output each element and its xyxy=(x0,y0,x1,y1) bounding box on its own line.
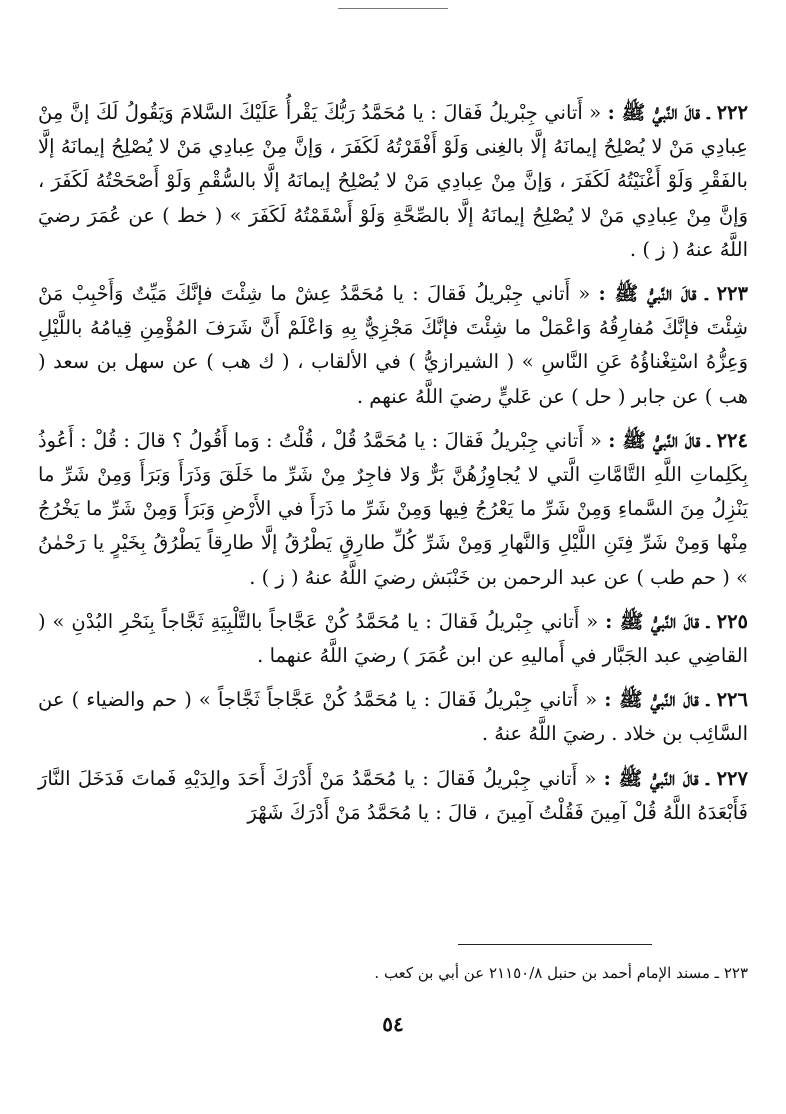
hadith-heading: ٢٢٣ ـ قالَ النَّبيُّ ﷺ : xyxy=(598,282,748,306)
hadith-225 xyxy=(38,605,748,673)
hadith-227 xyxy=(38,762,748,830)
hadith-heading: ٢٢٥ ـ قالَ النَّبيُّ ﷺ : xyxy=(605,609,749,633)
page-body xyxy=(38,96,748,840)
hadith-heading: ٢٢٧ ـ قالَ النَّبيُّ ﷺ : xyxy=(603,766,748,790)
footnote-rule xyxy=(458,944,652,945)
hadith-heading: ٢٢٢ ـ قالَ النَّبيُّ ﷺ : xyxy=(607,101,748,124)
hadith-226 xyxy=(38,683,748,751)
top-rule xyxy=(338,8,448,9)
hadith-text: « أَتاني جِبْريلُ فَقالَ : يا مُحَمَّدُ كُنْ عَجَّاجاً ثَجَّاجاً » ( حم والضياء ) عن السَّائِب بن خلاد . رضيَ اللَّهُ عنهُ . xyxy=(38,688,748,746)
hadith-heading: ٢٢٦ ـ قالَ النَّبيُّ ﷺ : xyxy=(604,688,748,712)
hadith-text: « أَتاني جِبْريلُ فَقالَ : يا مُحَمَّدُ قُلْ ، قُلْتُ : وَما أَقُولُ ؟ قالَ : قُلْ : أَعُوذُ بِكَلِماتِ اللَّهِ التَّامَّاتِ الَّتي لا يُجاوِزُهُنَّ بَرٌّ وَلا فاجِرٌ مِنْ شَرِّ ما خَلَقَ وَذَرَأَ وَبَرَأَ وَمِنْ شَرِّ ما يَنْزِلُ مِنَ السَّماءِ وَمِنْ شَرِّ ما يَعْرُجُ فِيها وَمِنْ شَرِّ ما ذَرَأَ في الأَرْضِ وَبَرَأَ وَمِنْ شَرِّ ما يَخْرُجُ مِنْها وَمِنْ شَرِّ فِتَنِ اللَّيْلِ وَالنَّهارِ وَمِنْ شَرِّ كُلِّ طارِقٍ يَطْرُقُ إلَّا طارِقاً يَطْرُقُ بِخَيْرٍ يا رَحْمٰنُ » ( حم طب ) عن عبد الرحمن بن خَنْبَش رضيَ اللَّهُ عنهُ ( ز ) . xyxy=(38,428,748,589)
hadith-text: « أَتاني جِبْريلُ فَقالَ : يا مُحَمَّدُ مَنْ أَدْرَكَ أَحَدَ والِدَيْهِ فَماتَ فَدَخَلَ النَّارَ فَأَبْعَدَهُ اللَّهُ قُلْ آمِينَ فَقُلْتُ آمِينَ ، قالَ : يا مُحَمَّدُ مَنْ أَدْرَكَ شَهْرَ xyxy=(38,766,748,824)
hadith-heading: ٢٢٤ ـ قالَ النَّبيُّ ﷺ : xyxy=(608,428,748,452)
hadith-text: « أَتاني جِبْريلُ فَقالَ : يا مُحَمَّدُ كُنْ عَجَّاجاً بالتَّلْبِيَةِ ثَجَّاجاً بِنَحْرِ البُدْنِ » ( القاضِي عبد الجَبَّار في أَماليهِ عن ابن عُمَرَ ) رضيَ اللَّهُ عنهما . xyxy=(38,609,748,668)
page-number: ٥٤ xyxy=(382,1012,404,1036)
hadith-text: « أَتاني جِبْريلُ فَقالَ : يا مُحَمَّدُ عِشْ ما شِئْتَ فإنَّكَ مَيِّتٌ وَأَحْبِبْ مَنْ شِئْتَ فإنَّكَ مُفارِقُهُ وَاعْمَلْ ما شِئْتَ فإنَّكَ مَجْزِيٌّ بِهِ وَاعْلَمْ أَنَّ شَرَفَ المُؤْمِنِ قِيامُهُ باللَّيْلِ وَعِزُّهُ اسْتِغْناؤُهُ عَنِ النَّاسِ » ( الشيرازيُّ ) في الألقاب ، ( ك هب ) عن سهل بن سعد ( هب ) عن جابر ( حل ) عن عَليٍّ رضيَ اللَّهُ عنهم . xyxy=(38,282,748,408)
footnote: ٢٢٣ ـ مسند الإمام أحمد بن حنبل ٢١١٥٠/٨ عن أبي بن كعب . xyxy=(374,964,748,982)
hadith-223 xyxy=(38,277,748,414)
hadith-224 xyxy=(38,424,748,595)
hadith-222 xyxy=(38,96,748,267)
hadith-text: « أَتاني جِبْريلُ فَقالَ : يا مُحَمَّدُ رَبُّكَ يَقْرأُ عَلَيْكَ السَّلامَ وَيَقُولُ لَكَ إنَّ مِنْ عِبادِي مَنْ لا يُصْلِحُ إيمانَهُ إلَّا بالغِنى وَلَوْ أَفْقَرْتُهُ لَكَفَرَ ، وَإنَّ مِنْ عِبادِي مَنْ لا يُصْلِحُ إيمانَهُ إلَّا بالفَقْرِ وَلَوْ أَغْنَيْتُهُ لَكَفَرَ ، وَإنَّ مِنْ عِبادِي مَنْ لا يُصْلِحُ إيمانَهُ إلَّا بالسُّقْمِ وَلَوْ أَصْحَحْتُهُ لَكَفَرَ ، وَإنَّ مِنْ عِبادِي مَنْ لا يُصْلِحُ إيمانَهُ إلَّا بالصِّحَّةِ وَلَوْ أَسْقَمْتُهُ لَكَفَرَ » ( خط ) عن عُمَرَ رضيَ اللَّهُ عنهُ ( ز ) . xyxy=(38,101,748,261)
